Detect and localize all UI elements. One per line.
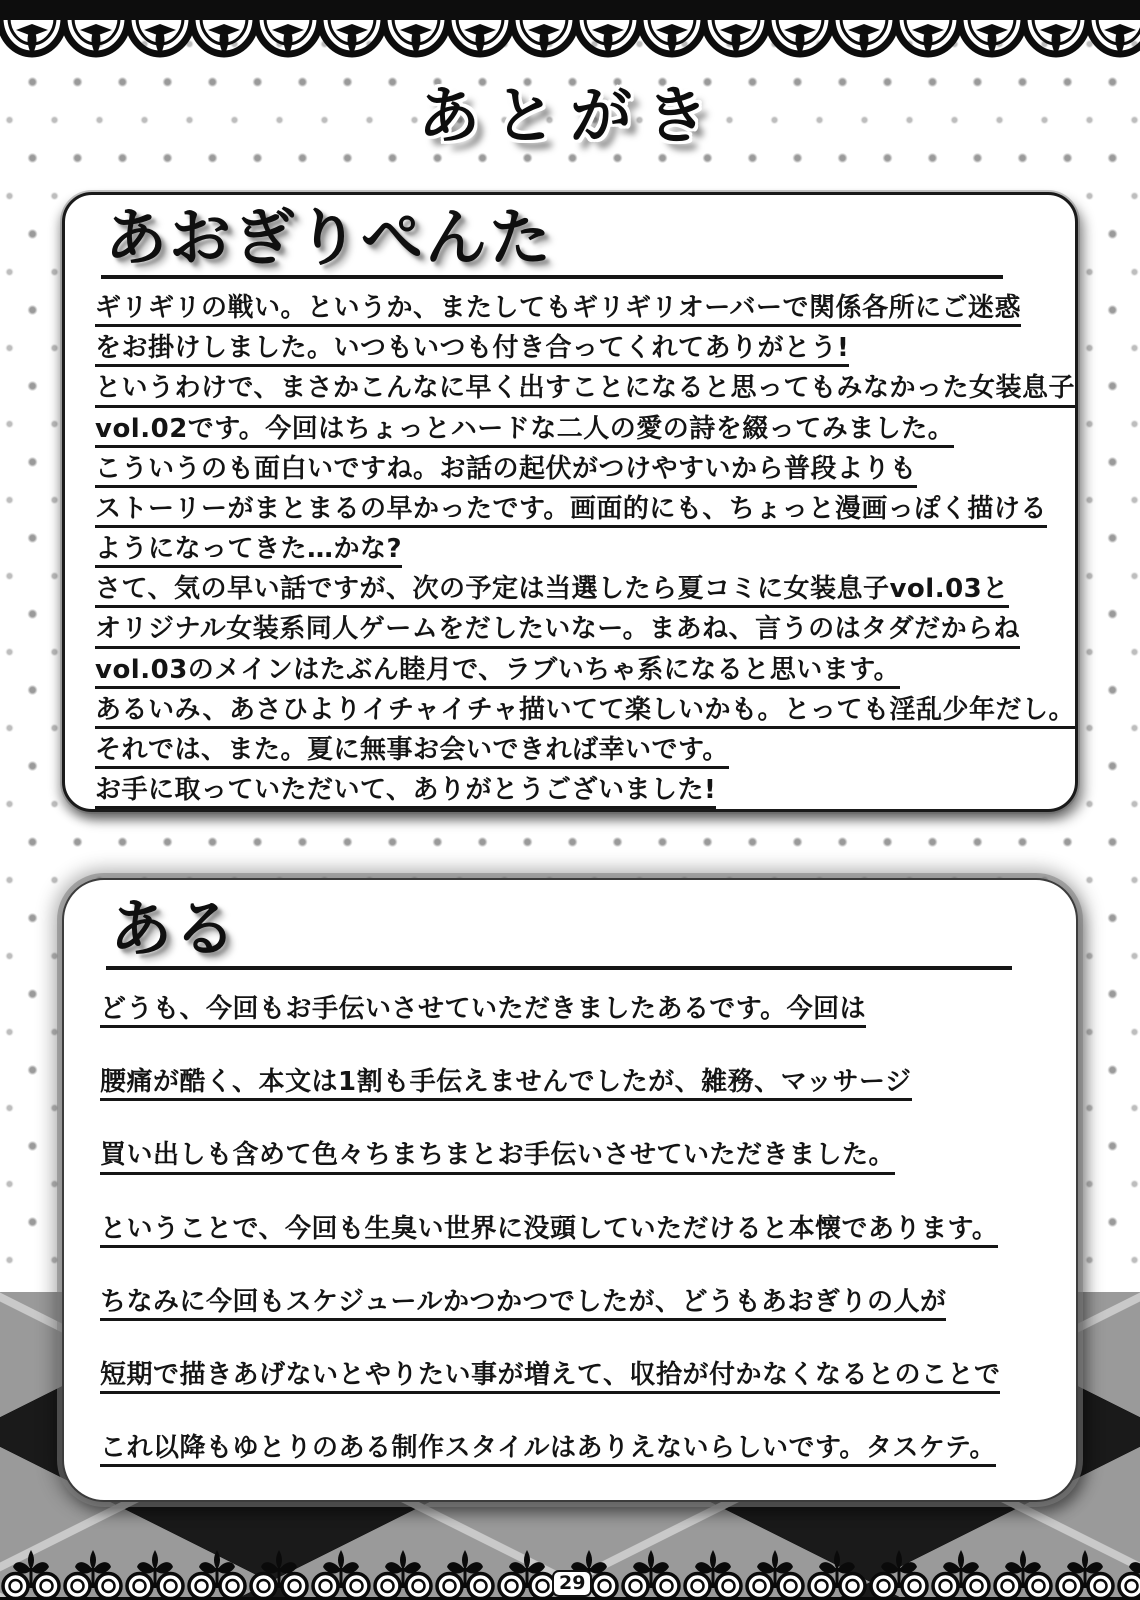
- afterword-line: 買い出しも含めて色々ちまちまとお手伝いさせていただきました。: [100, 1140, 895, 1174]
- heading-underline: [106, 966, 1012, 970]
- afterword-line: さて、気の早い話ですが、次の予定は当選したら夏コミに女装息子vol.03と: [95, 574, 1009, 608]
- author-name-heading: あおぎりぺんた: [105, 201, 554, 274]
- afterword-line: をお掛けしました。いつもいつも付き合ってくれてありがとう!: [95, 333, 849, 367]
- heading-underline: [101, 275, 1003, 279]
- afterword-line: ちなみに今回もスケジュールかつかつでしたが、どうもあおぎりの人が: [100, 1287, 946, 1321]
- page-title: あとがき: [417, 79, 722, 152]
- afterword-line: お手に取っていただいて、ありがとうございました!: [95, 775, 716, 809]
- afterword-line: vol.02です。今回はちょっとハードな二人の愛の詩を綴ってみました。: [95, 414, 954, 448]
- afterword-line: というわけで、まさかこんなに早く出すことになると思ってもみなかった女装息子: [95, 373, 1075, 407]
- afterword-line: 短期で描きあげないとやりたい事が増えて、収拾が付かなくなるとのことで: [100, 1360, 1000, 1394]
- afterword-line: ということで、今回も生臭い世界に没頭していただけると本懐であります。: [100, 1214, 998, 1248]
- afterword-line: それでは、また。夏に無事お会いできれば幸いです。: [95, 735, 729, 769]
- afterword-line: どうも、今回もお手伝いさせていただきましたあるです。今回は: [100, 994, 866, 1028]
- afterword-line: オリジナル女装系同人ゲームをだしたいなー。まあね、言うのはタダだからね: [95, 614, 1020, 648]
- author-section-aru: [62, 878, 1078, 1502]
- afterword-line: ようになってきた…かな?: [95, 534, 402, 568]
- afterword-line: これ以降もゆとりのある制作スタイルはありえないらしいです。タスケテ。: [100, 1433, 996, 1467]
- afterword-line: こういうのも面白いですね。お話の起伏がつけやすいから普段よりも: [95, 454, 917, 488]
- afterword-line: ギリギリの戦い。というか、またしてもギリギリオーバーで関係各所にご迷惑: [95, 293, 1021, 327]
- author-section-aogiri-penta: [62, 192, 1078, 812]
- top-lace-border: [0, 0, 1140, 60]
- page-number-badge: 29: [552, 1570, 592, 1597]
- afterword-line: vol.03のメインはたぶん睦月で、ラブいちゃ系になると思います。: [95, 655, 900, 689]
- afterword-line: あるいみ、あさひよりイチャイチャ描いてて楽しいかも。とっても淫乱少年だし。: [95, 695, 1075, 729]
- afterword-line: 腰痛が酷く、本文は1割も手伝えませんでしたが、雑務、マッサージ: [100, 1067, 912, 1101]
- author-name-heading: ある: [110, 892, 239, 965]
- afterword-line: ストーリーがまとまるの早かったです。画面的にも、ちょっと漫画っぽく描ける: [95, 494, 1047, 528]
